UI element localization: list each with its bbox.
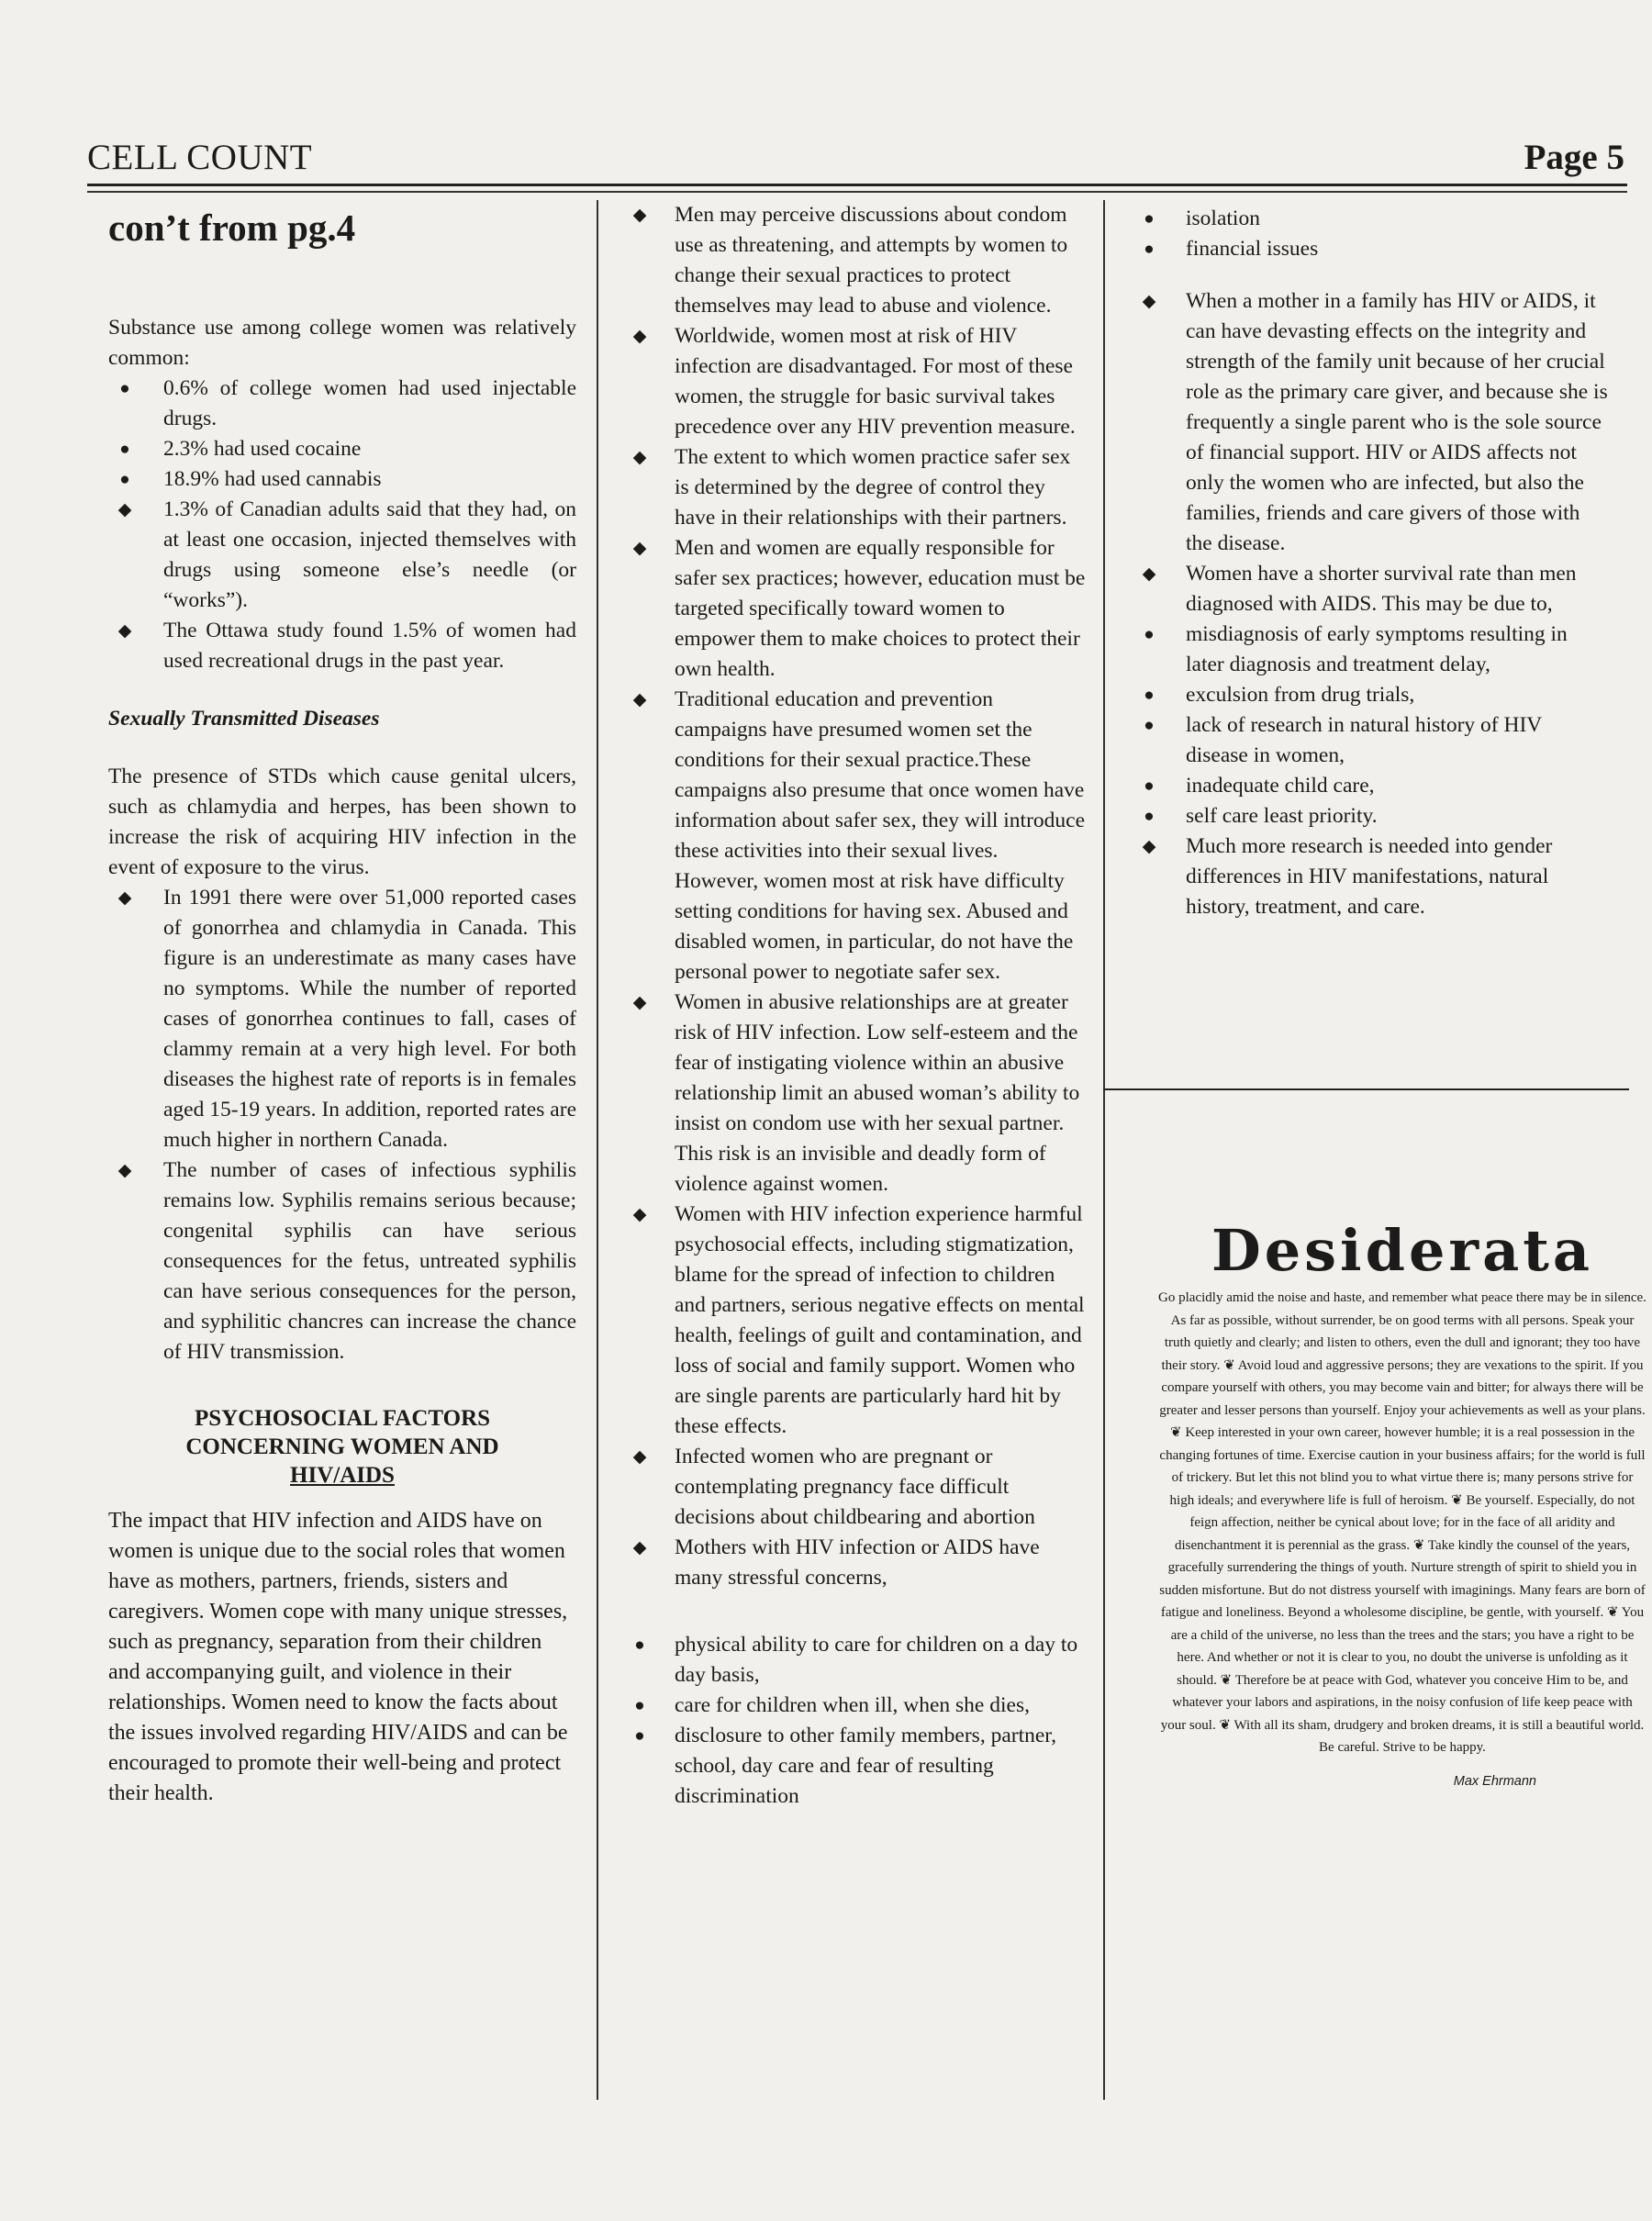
concerns-list [627,1630,1086,1812]
column-1 [108,206,576,1809]
desiderata-author: Max Ehrmann [1453,1773,1536,1789]
diamond-icon: ◆ [632,1447,647,1467]
section-heading: Sexually Transmitted Diseases [108,707,380,731]
list-item: ● care for children when ill, when she dies, [627,1691,1086,1721]
bullet-icon: ● [1144,625,1155,644]
psychosocial-text: The impact that HIV infection and AIDS have on women is unique due to the social roles that women have as mothers, partners, friends, sisters and caregivers. Women cope with many unique stresses, such as pregnancy, separation from their children and accompanying guilt, and violence in their relationships. Women need to know the facts about the issues involved regarding HIV/AIDS and can be encouraged to promote their well-being and protect their health. [108,1509,568,1805]
list-item: ◆ The extent to which women practice safer sex is determined by the degree of control they have in their relationships with their partners. [627,442,1086,533]
list-item: ◆ Worldwide, women most at risk of HIV infection are disadvantaged. For most of these women, the struggle for basic survival takes precedence over any HIV prevention measure. [627,321,1086,442]
impact-list [1138,286,1608,619]
psychosocial-heading: PSYCHOSOCIAL FACTORS CONCERNING WOMEN AND HIV/AIDS [185,1406,499,1488]
bullet-icon: ● [1144,807,1155,826]
list-item: ◆ Infected women who are pregnant or contemplating pregnancy face difficult decisions about childbearing and abortion [627,1442,1086,1533]
concerns-continued-list [1138,204,1608,264]
bullet-icon: ● [1144,716,1155,735]
section-divider [1103,1088,1629,1090]
list-item: ◆ Women in abusive relationships are at greater risk of HIV infection. Low self-esteem and the fear of instigating violence within an abusive relationship limit an abused woman’s ability to insist on condom use with her sexual partner. This risk is an invisible and deadly form of violence against women. [627,988,1086,1200]
desiderata-text: Go placidly amid the noise and haste, and remember what peace there may be in silence. As far as possible, without surrender, be on good terms with all persons. Speak your truth quietly and clearly; and listen to others, even the dull and ignorant; they too have their story. ❦ Avoid loud and aggressive persons; they are vexations to the spirit. If you compare yourself with others, you may become vain and bitter; for always there will be greater and lesser persons than yourself. Enjoy your achievements as well as your plans. ❦ Keep interested in your own career, however humble; it is a real possession in the changing fortunes of time. Exercise caution in your business affairs; for the world is full of trickery. But let this not blind you to what virtue there is; many persons strive for high ideals; and everywhere life is full of heroism. ❦ Be yourself. Especially, do not feign affection, neither be cynical about love; for in the face of all aridity and disenchantment it is perennial as the grass. ❦ Take kindly the counsel of the years, gracefully surrendering the things of youth. Nurture strength of spirit to shield you in sudden misfortune. But do not distress yourself with imaginings. Many fears are born of fatigue and loneliness. Beyond a wholesome discipline, be gentle, with yourself. ❦ You are a child of the universe, no less than the trees and the stars; you have a right to be here. And whether or not it is clear to you, no doubt the universe is unfolding as it should. ❦ Therefore be at peace with God, whatever you conceive Him to be, and whatever your labors and aspirations, in the noisy confusion of life keep peace with your soul. ❦ With all its sham, drudgery and broken dreams, it is still a beautiful world. Be careful. Strive to be happy. [1158,1290,1646,1755]
desiderata-box [1158,1217,1646,1789]
list-item: ◆ In 1991 there were over 51,000 reported cases of gonorrhea and chlamydia in Canada. This figure is an underestimate as many cases have no symptoms. While the number of reported cases of gonorrhea continues to fall, cases of clammy remain at a very high level. For both diseases the highest rate of reports is in females aged 15-19 years. In addition, reported rates are much higher in northern Canada. [108,883,576,1155]
desiderata-title: Desiderata [1211,1217,1594,1284]
list-item: ◆ Men may perceive discussions about condom use as threatening, and attempts by women to change their sexual practices to protect themselves may lead to abuse and violence. [627,200,1086,321]
continued-heading: con’t from pg.4 [108,206,356,249]
list-item: ◆ Women have a shorter survival rate than men diagnosed with AIDS. This may be due to, [1138,559,1608,619]
list-item: ● misdiagnosis of early symptoms resulting in later diagnosis and treatment delay, [1138,619,1608,680]
diamond-icon: ◆ [1142,837,1156,856]
list-item: ● financial issues [1138,234,1608,264]
bullet-icon: ● [634,1696,645,1715]
diamond-icon: ◆ [117,1161,132,1180]
newsletter-title: CELL COUNT [87,138,313,177]
substance-intro: Substance use among college women was relatively common: [108,316,576,370]
list-item: ◆ Mothers with HIV infection or AIDS have many stressful concerns, [627,1533,1086,1593]
column-3 [1138,204,1608,922]
diamond-icon: ◆ [1142,292,1156,311]
diamond-icon: ◆ [117,500,132,519]
list-item: ● disclosure to other family members, partner, school, day care and fear of resulting discrimination [627,1721,1086,1812]
diamond-icon: ◆ [632,448,647,467]
list-item: ● self care least priority. [1138,801,1608,831]
reasons-list [1138,619,1608,831]
list-item: ◆ The Ottawa study found 1.5% of women had used recreational drugs in the past year. [108,616,576,676]
list-item: ● lack of research in natural history of HIV disease in women, [1138,710,1608,771]
research-list [1138,831,1608,922]
bullet-icon: ● [634,1726,645,1746]
diamond-icon: ◆ [632,539,647,558]
list-item: ◆ Women with HIV infection experience harmful psychosocial effects, including stigmatization, blame for the spread of infection to children and partners, serious negative effects on mental health, feelings of guilt and contamination, and loss of social and family support. Women who are single parents are particularly hard hit by these effects. [627,1200,1086,1442]
page-number: Page 5 [1524,138,1624,177]
substance-facts-list [108,495,576,676]
diamond-icon: ◆ [632,1538,647,1557]
diamond-icon: ◆ [632,993,647,1012]
list-item: ◆ 1.3% of Canadian adults said that they had, on at least one occasion, injected themselves with drugs using someone else’s needle (or “works”). [108,495,576,616]
std-intro: The presence of STDs which cause genital ulcers, such as chlamydia and herpes, has been shown to increase the risk of acquiring HIV infection in the event of exposure to the virus. [108,765,576,879]
list-item: ◆ Much more research is needed into gender differences in HIV manifestations, natural history, treatment, and care. [1138,831,1608,922]
bullet-icon: ● [119,470,130,489]
bullet-icon: ● [634,1635,645,1655]
list-item: ● physical ability to care for children on a day to day basis, [627,1630,1086,1691]
bullet-icon: ● [1144,240,1155,259]
list-item: ◆ Men and women are equally responsible for safer sex practices; however, education must be targeted specifically toward women to empower them to make choices to protect their own health. [627,533,1086,685]
list-item: ◆ Traditional education and prevention campaigns have presumed women set the conditions for their sexual practice.These campaigns also presume that once women have information about safer sex, they will introduce these activities into their sexual lives. However, women most at risk have difficulty setting conditions for having sex. Abused and disabled women, in particular, do not have the personal power to negotiate safer sex. [627,685,1086,988]
list-item: ◆ When a mother in a family has HIV or AIDS, it can have devasting effects on the integrity and strength of the family unit because of her crucial role as the primary care giver, and because she is frequently a single parent who is the sole source of financial support. HIV or AIDS affects not only the women who are infected, but also the families, friends and care givers of those with the disease. [1138,286,1608,559]
list-item: ◆ The number of cases of infectious syphilis remains low. Syphilis remains serious because; congenital syphilis can have serious consequences for the fetus, untreated syphilis can have serious consequences for the person, and syphilitic chancres can increase the chance of HIV transmission. [108,1155,576,1367]
diamond-icon: ◆ [117,621,132,641]
list-item: ● 0.6% of college women had used injectable drugs. [108,374,576,434]
list-item: ● 18.9% had used cannabis [108,464,576,495]
bullet-icon: ● [119,379,130,398]
std-list [108,883,576,1367]
header-rule [87,184,1627,186]
column-divider [1103,200,1105,2100]
diamond-icon: ◆ [117,888,132,908]
diamond-icon: ◆ [1142,564,1156,584]
diamond-icon: ◆ [632,327,647,346]
diamond-icon: ◆ [632,1205,647,1224]
list-item: ● 2.3% had used cocaine [108,434,576,464]
bullet-icon: ● [1144,776,1155,796]
diamond-icon: ◆ [632,206,647,225]
bullet-icon: ● [119,440,130,459]
psychosocial-factors-list [627,200,1086,1593]
header-rule-thin [87,191,1627,193]
diamond-icon: ◆ [632,690,647,709]
list-item: ● isolation [1138,204,1608,234]
bullet-icon: ● [1144,209,1155,229]
list-item: ● exculsion from drug trials, [1138,680,1608,710]
list-item: ● inadequate child care, [1138,771,1608,801]
bullet-icon: ● [1144,686,1155,705]
page-header [87,128,1624,184]
substance-stats-list [108,374,576,495]
column-2 [627,200,1086,1812]
column-divider [597,200,598,2100]
